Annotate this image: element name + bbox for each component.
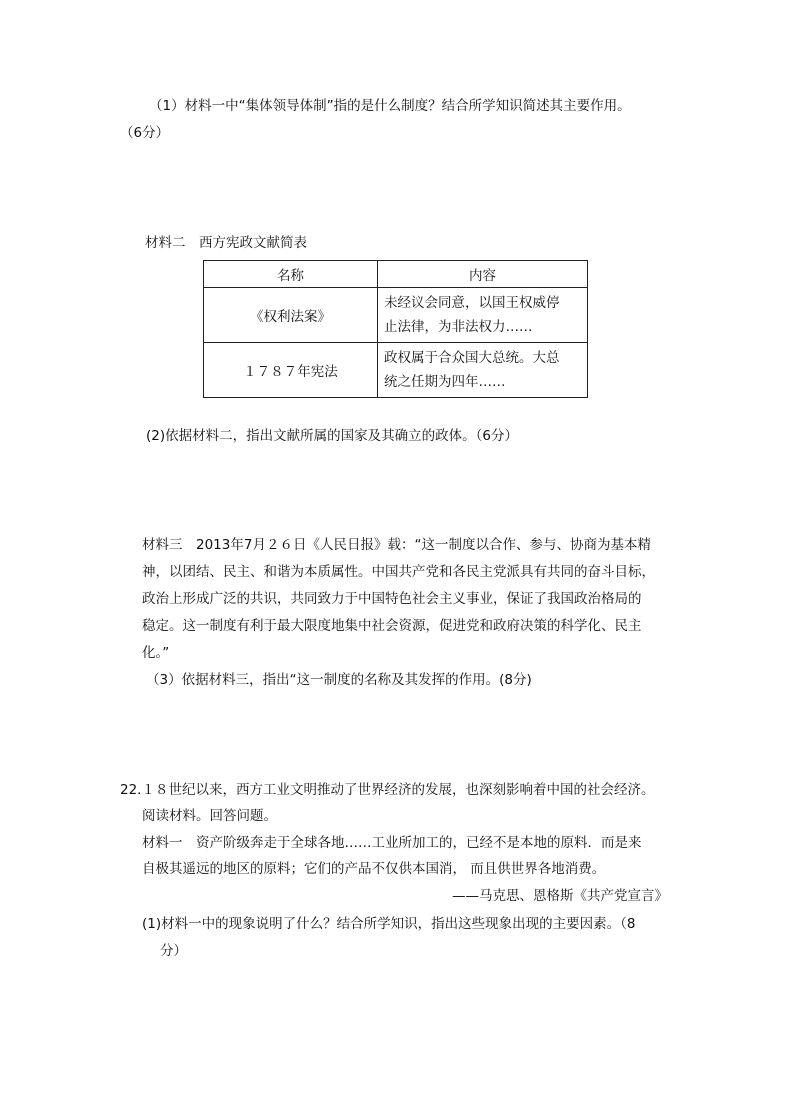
table-row bbox=[204, 343, 588, 398]
table-cell-name: 《权利法案》 bbox=[204, 288, 378, 343]
table-header-row bbox=[204, 261, 588, 288]
question-2: (2)依据材料二，指出文献所属的国家及其确立的政体。（6分） bbox=[146, 428, 518, 444]
question-3: （3）依据材料三，指出“这一制度的名称及其发挥的作用。(8分) bbox=[146, 672, 532, 688]
constitution-table bbox=[203, 260, 588, 398]
table-cell-content bbox=[378, 343, 588, 398]
material-3-line-2: 神，以团结、民主、和谐为本质属性。中国共产党和各民主党派具有共同的奋斗目标， bbox=[142, 564, 655, 580]
question-22-sub-1-line-2: 分） bbox=[160, 943, 187, 959]
material-2-title: 材料二 西方宪政文献简表 bbox=[145, 235, 307, 251]
table-cell-content bbox=[378, 288, 588, 343]
question-22-material-1-line-1: 材料一 资产阶级奔走于全球各地……工业所加工的，已经不是本地的原料．而是来 bbox=[142, 835, 642, 851]
content-line: 未经议会同意，以国王权威停 bbox=[384, 295, 560, 311]
table-header-content: 内容 bbox=[378, 261, 588, 288]
question-22-material-1-line-2: 自极其遥远的地区的原料；它们的产品不仅供本国消， 而且供世界各地消费。 bbox=[142, 861, 606, 877]
table-cell-name: １７８７年宪法 bbox=[204, 343, 378, 398]
material-3-line-1: 材料三 2013年7月２６日《人民日报》载：“这一制度以合作、参与、协商为基本精 bbox=[142, 537, 651, 553]
question-22-line-2: 阅读材料。回答问题。 bbox=[142, 808, 277, 824]
question-1-line-1: （1）材料一中“集体领导体制”指的是什么制度？结合所学知识简述其主要作用。 bbox=[149, 98, 631, 114]
question-1-line-2: （6分） bbox=[120, 125, 170, 141]
question-22-line-1: 22.１８世纪以来，西方工业文明推动了世界经济的发展，也深刻影响着中国的社会经济。 bbox=[120, 782, 655, 798]
material-3-line-4: 稳定。这一制度有利于最大限度地集中社会资源，促进党和政府决策的科学化、民主 bbox=[142, 618, 642, 634]
quote-source: ——马克思、恩格斯《共产党宣言》 bbox=[452, 888, 668, 904]
content-line: 政权属于合众国大总统。大总 bbox=[384, 350, 560, 366]
question-22-sub-1-line-1: (1)材料一中的现象说明了什么？结合所学知识，指出这些现象出现的主要因素。（8 bbox=[142, 916, 636, 932]
content-line: 统之任期为四年…… bbox=[384, 374, 506, 390]
table-row bbox=[204, 288, 588, 343]
material-3-line-3: 政治上形成广泛的共识，共同致力于中国特色社会主义事业，保证了我国政治格局的 bbox=[142, 591, 642, 607]
material-3-line-5: 化。” bbox=[142, 645, 170, 661]
table-header-name: 名称 bbox=[204, 261, 378, 288]
content-line: 止法律，为非法权力…… bbox=[384, 319, 533, 335]
